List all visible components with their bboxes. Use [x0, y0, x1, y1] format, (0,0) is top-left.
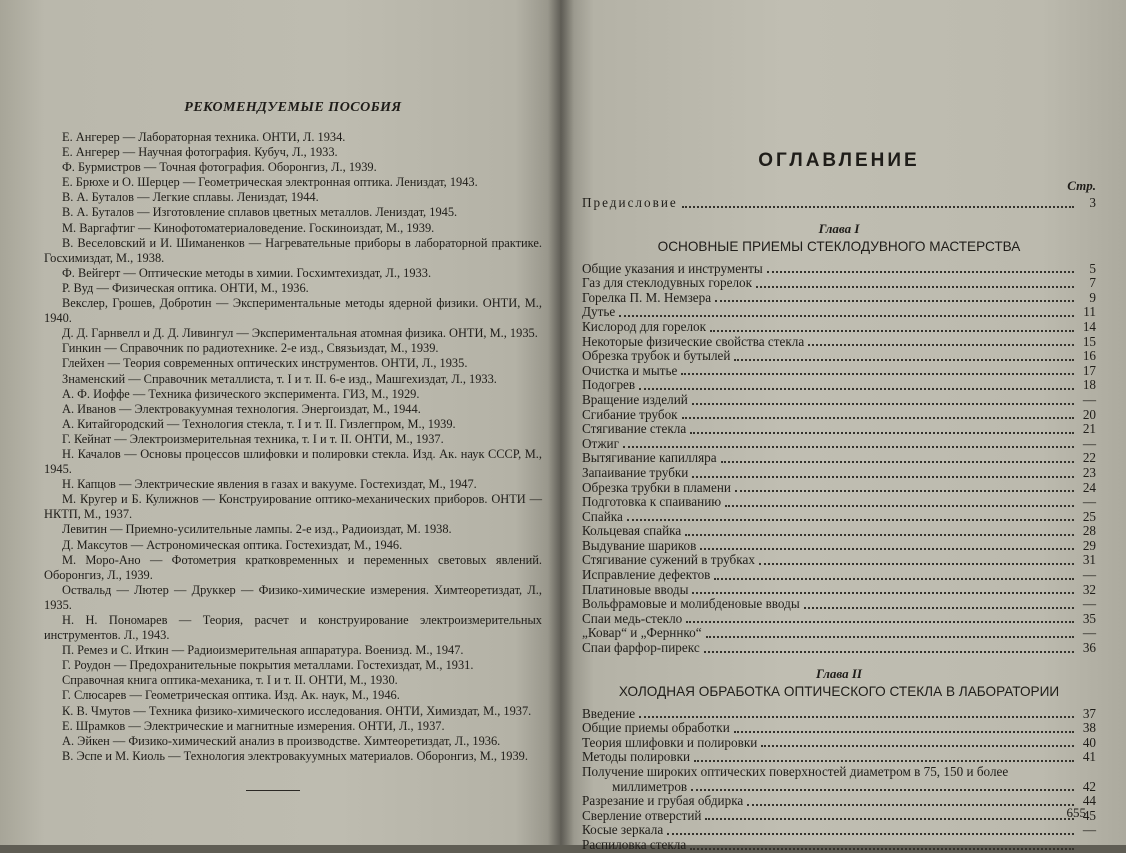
dot-leader	[734, 359, 1074, 361]
reference-item: В. Веселовский и И. Шиманенков — Нагревательные приборы в лабораторной практике. Госхимиздат, М., 1938.	[44, 235, 542, 265]
toc-entry-page: 45	[1082, 807, 1096, 823]
toc-entry-page: 25	[1082, 508, 1096, 524]
toc-entry	[582, 626, 1096, 641]
dot-leader	[694, 760, 1074, 762]
toc-entry	[582, 408, 1096, 423]
toc-entry	[582, 641, 1096, 656]
toc-entry-page: 32	[1082, 581, 1096, 597]
dot-leader	[685, 534, 1074, 536]
toc-entry-page: 11	[1083, 304, 1096, 320]
toc-entry-title: Спаи медь-стекло	[582, 610, 683, 626]
toc-entry-page: —	[1082, 625, 1096, 641]
toc-entry-page: 7	[1089, 275, 1096, 291]
toc-entry	[582, 612, 1096, 627]
toc-entry	[582, 838, 1096, 853]
chapter-2-entries	[582, 707, 1096, 853]
toc-entry	[582, 597, 1096, 612]
dot-leader	[715, 300, 1074, 302]
toc-entry-title: Отжиг	[582, 435, 620, 451]
toc-entry	[582, 553, 1096, 568]
toc-entry	[582, 707, 1096, 722]
toc-entry	[582, 276, 1096, 291]
toc-entry-title: Введение	[582, 705, 636, 721]
toc-entry-title: Общие указания и инструменты	[582, 260, 763, 276]
toc-entry-page: 35	[1082, 610, 1096, 626]
chapter-2-title: ХОЛОДНАЯ ОБРАБОТКА ОПТИЧЕСКОГО СТЕКЛА В ЛАБОРАТОРИИ	[618, 683, 1060, 699]
dot-leader	[639, 716, 1074, 718]
toc-entry	[582, 437, 1096, 452]
toc-entry-page: 20	[1082, 406, 1096, 422]
toc-entry	[582, 539, 1096, 554]
reference-item: Н. Капцов — Электрические явления в газах и вакууме. Гостехиздат, М., 1947.	[62, 477, 477, 492]
right-page	[560, 0, 1126, 852]
dot-leader	[725, 505, 1074, 507]
dot-leader	[682, 417, 1074, 419]
reference-item: Гинкин — Справочник по радиотехнике. 2-е изд., Связьиздат, М., 1939.	[62, 341, 439, 356]
dot-leader	[667, 833, 1074, 835]
reference-item: Глейхен — Теория современных оптических инструментов. ОНТИ, Л., 1935.	[62, 356, 468, 371]
toc-entry-title: Горелка П. М. Немзера	[582, 289, 712, 305]
toc-entry	[582, 809, 1096, 824]
dot-leader	[759, 563, 1074, 565]
toc-entry	[582, 466, 1096, 481]
toc-entry-title: Подготовка к спаиванию	[582, 494, 722, 510]
toc-entry-title: Обрезка трубок и бутылей	[582, 348, 731, 364]
dot-leader	[704, 651, 1074, 653]
toc-entry-title-continued: миллиметров	[612, 778, 688, 794]
left-page	[0, 0, 560, 845]
dot-leader	[808, 344, 1074, 346]
toc-entry-page: 37	[1082, 705, 1096, 721]
toc-entry-page: 23	[1082, 464, 1096, 480]
dot-leader	[714, 578, 1074, 580]
toc-entry-title: Стягивание сужений в трубках	[582, 552, 755, 568]
toc-entry-title: Теория шлифовки и полировки	[582, 734, 758, 750]
reference-item: К. В. Чмутов — Техника физико-химического исследования. ОНТИ, Химиздат, М., 1937.	[62, 703, 532, 718]
reference-item: А. Иванов — Электровакуумная технология. Энергоиздат, М., 1944.	[62, 401, 421, 416]
reference-item: Е. Ангерер — Лабораторная техника. ОНТИ, Л. 1934.	[62, 130, 346, 144]
toc-entry	[582, 524, 1096, 539]
reference-item: Н. Н. Пономарев — Теория, расчет и конструирование электроизмерительных инструментов. Л., 1943.	[44, 613, 542, 643]
reference-item: Оствальд — Лютер — Друккер — Физико-химические измерения. Химтеоретиздат, Л., 1935.	[44, 582, 542, 612]
dot-leader	[686, 621, 1074, 623]
page-number: 655	[1066, 805, 1086, 820]
toc-entry	[582, 495, 1096, 510]
reference-item: Ф. Вейгерт — Оптические методы в химии. Госхимтехиздат, Л., 1933.	[62, 265, 432, 280]
page-column-header: Стр.	[1067, 178, 1096, 193]
toc-entry-page: 31	[1082, 552, 1096, 568]
toc-entry-page: 44	[1082, 793, 1096, 809]
dot-leader	[761, 745, 1074, 747]
toc-entry	[582, 583, 1096, 598]
toc-entry-title: Вытягивание капилляра	[582, 450, 717, 466]
toc-entry-title: Некоторые физические свойства стекла	[582, 333, 805, 349]
dot-leader	[691, 789, 1074, 791]
toc-entry	[582, 335, 1096, 350]
reference-item: Справочная книга оптика-механика, т. I и т. II. ОНТИ, М., 1930.	[62, 673, 398, 688]
reference-item: А. Китайгородский — Технология стекла, т. I и т. II. Гизлегпром, М., 1939.	[62, 416, 456, 431]
toc-entry-title: Сгибание трубок	[582, 406, 678, 422]
toc-entry-title: „Ковар“ и „Ферннко“	[582, 625, 702, 641]
toc-title: ОГЛАВЛЕНИЕ	[758, 150, 920, 171]
reference-item: Е. Шрамков — Электрические и магнитные измерения. ОНТИ, Л., 1937.	[62, 718, 445, 733]
toc-entry	[582, 262, 1096, 277]
toc-entry	[582, 823, 1096, 838]
dot-leader	[721, 461, 1074, 463]
toc-entry	[582, 393, 1096, 408]
chapter-1-title: ОСНОВНЫЕ ПРИЕМЫ СТЕКЛОДУВНОГО МАСТЕРСТВА	[657, 238, 1021, 254]
chapter-1-label: Глава I	[818, 220, 860, 236]
toc-entry-page: 22	[1082, 450, 1096, 466]
toc-entry-page: 9	[1089, 289, 1096, 305]
dot-leader	[682, 206, 1074, 208]
toc-entry-title: Очистка и мытье	[582, 362, 678, 378]
reference-item: Д. Д. Гарнвелл и Д. Д. Ливингул — Экспериментальная атомная физика. ОНТИ, М., 1935.	[62, 326, 538, 341]
dot-leader	[627, 519, 1074, 521]
toc-entry-page: 41	[1082, 749, 1096, 765]
chapter-1-entries	[582, 262, 1096, 656]
dot-leader	[756, 286, 1074, 288]
toc-entry	[582, 291, 1096, 306]
toc-entry-page: 16	[1082, 348, 1096, 364]
dot-leader	[767, 271, 1074, 273]
dot-leader	[734, 731, 1074, 733]
toc-entry	[582, 736, 1096, 751]
reference-item: П. Ремез и С. Иткин — Радиоизмерительная аппаратура. Военизд. М., 1947.	[62, 643, 464, 658]
dot-leader	[690, 432, 1074, 434]
dot-leader	[692, 592, 1074, 594]
toc-entry	[582, 378, 1096, 393]
toc-entry	[582, 794, 1096, 809]
toc-entry-title: Платиновые вводы	[582, 581, 689, 597]
toc-entry	[582, 305, 1096, 320]
toc-entry	[582, 750, 1096, 765]
toc-entry-page: 18	[1082, 377, 1096, 393]
toc-entry-title: Вращение изделий	[582, 391, 688, 407]
reference-item: Р. Вуд — Физическая оптика. ОНТИ, М., 1936.	[62, 280, 309, 295]
toc-entry	[582, 568, 1096, 583]
toc-entry-page: 29	[1082, 537, 1096, 553]
reference-item: Векслер, Грошев, Добротин — Экспериментальные методы ядерной физики. ОНТИ, М., 1940.	[44, 296, 542, 326]
toc-entry-title: Обрезка трубки в пламени	[582, 479, 731, 495]
toc-entry	[582, 364, 1096, 379]
dot-leader	[710, 330, 1074, 332]
reference-item: М. Кругер и Б. Кулижнов — Конструирование оптико-механических приборов. ОНТИ — НКТП, М., 1937.	[44, 492, 542, 522]
toc-entry-title: Кольцевая спайка	[582, 523, 682, 539]
toc-entry-title: Косые зеркала	[582, 822, 664, 838]
reference-item: Левитин — Приемно-усилительные лампы. 2-е изд., Радиоиздат, М. 1938.	[62, 522, 452, 537]
toc-entry-page: 14	[1082, 318, 1096, 334]
reference-item: Д. Максутов — Астрономическая оптика. Гостехиздат, М., 1946.	[62, 537, 403, 552]
toc-entry-page: 28	[1082, 523, 1096, 539]
recommended-literature-title: РЕКОМЕНДУЕМЫЕ ПОСОБИЯ	[184, 100, 402, 115]
toc-entry-title: Методы полировки	[582, 749, 691, 765]
toc-entry	[582, 422, 1096, 437]
toc-entry-page: 38	[1082, 720, 1096, 736]
toc-entry	[582, 510, 1096, 525]
chapter-2-label: Глава II	[816, 665, 862, 681]
dot-leader	[681, 373, 1074, 375]
reference-item: М. Моро-Ано — Фотометрия кратковременных и переменных световых явлений. Оборонгиз, Л., 1939.	[44, 552, 542, 582]
dot-leader	[705, 818, 1074, 820]
reference-item: Г. Кейнат — Электроизмерительная техника, т. I и т. II. ОНТИ, М., 1937.	[62, 431, 444, 446]
dot-leader	[639, 388, 1074, 390]
toc-entry-title: Газ для стеклодувных горелок	[582, 275, 753, 291]
reference-item: Е. Брюхе и О. Шерцер — Геометрическая электронная оптика. Лениздат, 1943.	[62, 175, 478, 190]
reference-item: Н. Качалов — Основы процессов шлифовки и полировки стекла. Изд. Ак. наук СССР, М., 1945.	[44, 446, 542, 477]
toc-entry-preface	[582, 196, 1096, 211]
toc-entry-page: —	[1082, 391, 1096, 407]
reference-item: М. Варгафтиг — Кинофотоматериаловедение. Госкиноиздат, М., 1939.	[62, 220, 435, 235]
reference-item: В. А. Буталов — Изготовление сплавов цветных металлов. Лениздат, 1945.	[62, 205, 458, 220]
dot-leader	[804, 607, 1074, 609]
toc-entry-page: —	[1082, 596, 1096, 612]
reference-item: А. Эйкен — Физико-химический анализ в производстве. Химтеоретиздат, Л., 1936.	[62, 733, 501, 748]
toc-entry-page: 40	[1082, 734, 1096, 750]
reference-item: Е. Ангерер — Научная фотография. Кубуч, Л., 1933.	[62, 145, 338, 160]
toc-entry-page: 15	[1082, 333, 1096, 349]
toc-entry-title: Распиловка стекла	[582, 836, 687, 852]
toc-entry-title: Спайка	[582, 508, 623, 524]
toc-entry-title: Выдувание шариков	[582, 537, 697, 553]
toc-entry-page: 21	[1082, 421, 1096, 437]
dot-leader	[700, 548, 1074, 550]
toc-entry-title: Запаивание трубки	[582, 464, 689, 480]
toc-entry-page: 36	[1082, 640, 1096, 656]
toc-entry-page: 3	[1089, 195, 1096, 210]
toc-entry-page: 17	[1082, 362, 1096, 378]
toc-entry-title: Получение широких оптических поверхностей диаметром в 75, 150 и более	[582, 764, 1009, 779]
toc-entry-title: Вольфрамовые и молибденовые вводы	[582, 596, 800, 612]
toc-entry	[582, 349, 1096, 364]
toc-entry-title: Кислород для горелок	[582, 318, 707, 334]
end-rule	[246, 790, 300, 791]
toc-entry-page: —	[1082, 567, 1096, 583]
toc-entry-title: Предисловие	[582, 195, 678, 210]
dot-leader	[692, 403, 1074, 405]
reference-item: А. Ф. Иоффе — Техника физического эксперимента. ГИЗ, М., 1929.	[62, 386, 420, 401]
dot-leader	[623, 446, 1074, 448]
toc-entry-page: —	[1082, 822, 1096, 838]
toc-entry	[582, 721, 1096, 736]
toc-entry-title: Общие приемы обработки	[582, 720, 730, 736]
toc-entry-continuation	[582, 780, 1096, 795]
reference-item: Г. Роудон — Предохранительные покрытия металлами. Гостехиздат, М., 1931.	[62, 658, 474, 673]
dot-leader	[747, 804, 1074, 806]
dot-leader	[690, 848, 1074, 850]
reference-item: Ф. Бурмистров — Точная фотография. Оборонгиз, Л., 1939.	[62, 160, 377, 175]
toc-entry-title: Разрезание и грубая обдирка	[582, 793, 744, 809]
reference-item: Знаменский — Справочник металлиста, т. I и т. II. 6-е изд., Машгехиздат, Л., 1933.	[62, 371, 497, 386]
toc-entry-page: 24	[1082, 479, 1096, 495]
toc-entry-title: Сверление отверстий	[582, 807, 702, 823]
toc-entry-title: Дутье	[582, 304, 616, 320]
toc-entry-page: 5	[1089, 260, 1096, 276]
toc-entry	[582, 451, 1096, 466]
toc-entry-title: Спаи фарфор-пирекс	[582, 640, 700, 656]
reference-item: В. А. Буталов — Легкие сплавы. Лениздат, 1944.	[62, 190, 319, 205]
reference-list	[44, 130, 542, 764]
reference-item: Г. Слюсарев — Геометрическая оптика. Изд. Ак. наук, М., 1946.	[62, 688, 400, 703]
dot-leader	[706, 636, 1074, 638]
dot-leader	[619, 315, 1074, 317]
reference-item: В. Эспе и М. Киоль — Технология электровакуумных материалов. Оборонгиз, М., 1939.	[62, 748, 528, 763]
toc-entry	[582, 481, 1096, 496]
toc-entry	[582, 320, 1096, 335]
dot-leader	[692, 476, 1074, 478]
toc-entry-title: Подогрев	[582, 377, 636, 393]
toc-entry-title: Стягивание стекла	[582, 421, 687, 437]
toc-entry	[582, 765, 1096, 780]
toc-entry-page: —	[1082, 435, 1096, 451]
toc-entry-title: Исправление дефектов	[582, 567, 711, 583]
dot-leader	[735, 490, 1074, 492]
toc-entry-page: 42	[1082, 778, 1096, 794]
toc-entry-page: —	[1082, 494, 1096, 510]
